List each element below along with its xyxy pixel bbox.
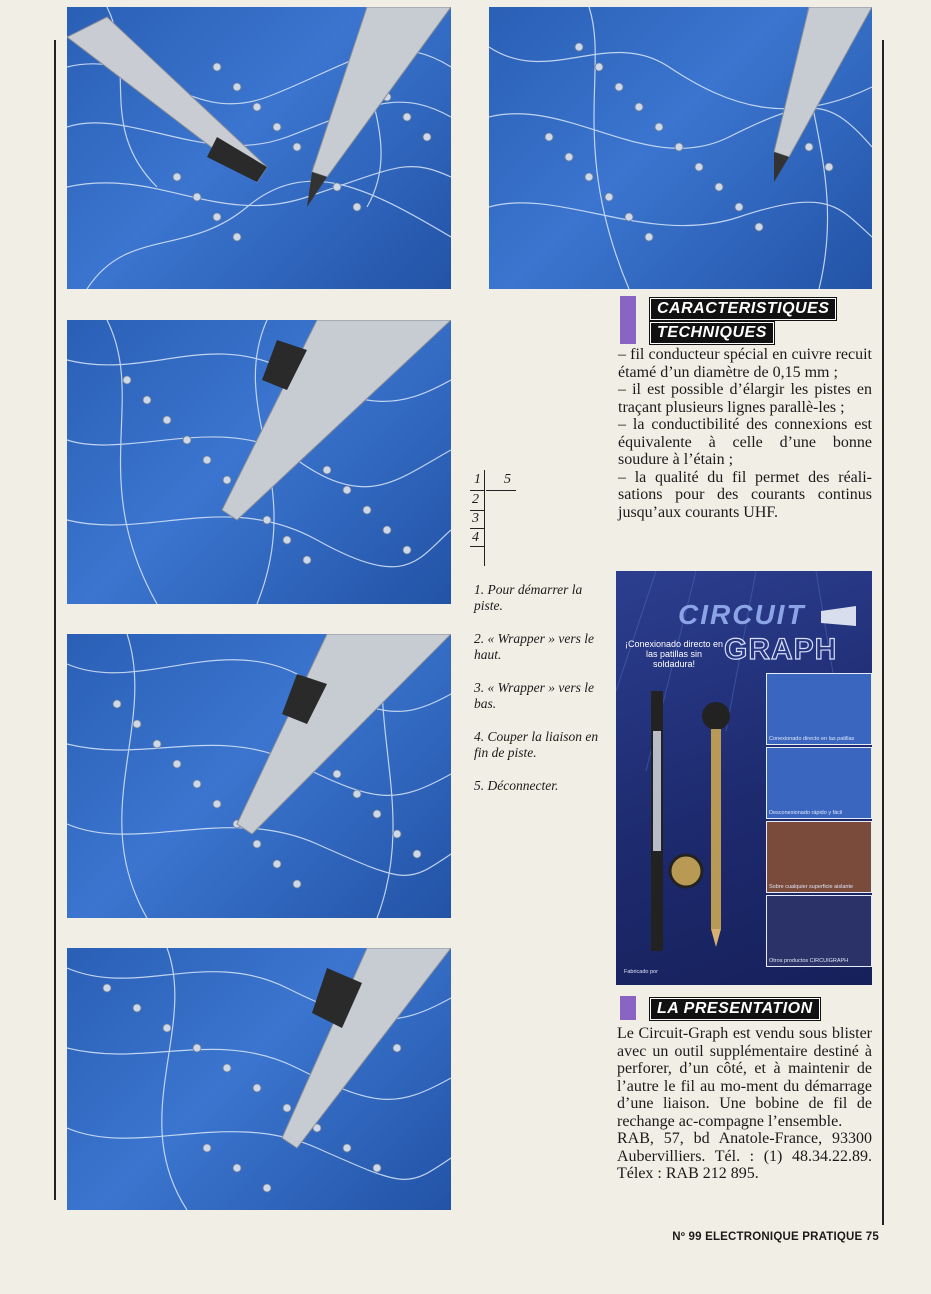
- legend-number-4: 4: [472, 530, 479, 545]
- photo-5-disconnect: [489, 7, 872, 289]
- legend-rule-3: [470, 528, 484, 529]
- product-logo-bottom: GRAPH: [724, 633, 838, 666]
- technical-heading-line2: TECHNIQUES: [650, 322, 774, 344]
- page-footer: Nº 99 ELECTRONIQUE PRATIQUE 75: [672, 1231, 879, 1243]
- technical-heading-line1: CARACTERISTIQUES: [650, 298, 836, 320]
- presentation-heading-label: LA PRESENTATION: [650, 998, 820, 1020]
- presentation-text: [617, 1025, 872, 1183]
- left-margin-rule: [54, 40, 56, 1200]
- photo-legend: [468, 470, 528, 570]
- heading-accent-block: [620, 296, 636, 344]
- technical-item-2: – il est possible d’élargir les pistes en traçant plusieurs lignes parallè-les ;: [618, 381, 872, 416]
- legend-rule-1: [470, 490, 484, 491]
- product-panel-3-text: Sobre cualquier superficie aislante: [769, 884, 854, 890]
- right-margin-rule: [882, 40, 884, 1225]
- photo-captions: [474, 582, 600, 811]
- technical-heading: [620, 296, 860, 344]
- legend-rule-4: [470, 546, 484, 547]
- caption-2: 2. « Wrapper » vers le haut.: [474, 631, 594, 662]
- technical-item-1: – fil conducteur spécial en cuivre recuit étamé d’un diamètre de 0,15 mm ;: [618, 346, 872, 381]
- legend-number-1: 1: [474, 472, 481, 487]
- legend-number-5: 5: [504, 472, 511, 487]
- product-maker-text: Fabricado por: [624, 969, 658, 975]
- caption-5: 5. Déconnecter.: [474, 778, 559, 793]
- photo-2-wrap-up: [67, 320, 451, 604]
- photo-4-cut-link: [67, 948, 451, 1210]
- product-panel-1: [766, 673, 872, 745]
- presentation-paragraph: Le Circuit-Graph est vendu sous blister avec un outil supplémentaire destiné à perforer, d’un côté, et à maintenir de l’autre le fil au mo-ment du démarrage d’une liaison. Une bobine de fil de rechange ac-compagne l’ensemble.: [617, 1025, 872, 1130]
- caption-4: 4. Couper la liaison en fin de piste.: [474, 729, 599, 760]
- product-panel-4-text: Otros productos CIRCUIGRAPH: [769, 958, 849, 964]
- legend-number-3: 3: [472, 511, 479, 526]
- legend-number-2: 2: [472, 492, 479, 507]
- photo-3-wrap-down: [67, 634, 451, 918]
- product-panel-4: [766, 895, 872, 967]
- product-blister-image: [616, 571, 872, 985]
- caption-1: 1. Pour démarrer la piste.: [474, 582, 583, 613]
- legend-vertical-rule: [484, 470, 485, 566]
- product-tagline: ¡Conexionado directo en las patillas sin soldadura!: [624, 639, 724, 669]
- product-panel-2-text: Desconexionado rápido y fácil: [769, 810, 843, 816]
- heading-accent-block-2: [620, 996, 636, 1020]
- product-logo-top: CIRCUIT: [678, 599, 806, 630]
- supplier-address: RAB, 57, bd Anatole-France, 93300 Aubervilliers. Tél. : (1) 48.34.22.89. Télex : RAB 212 895.: [617, 1130, 872, 1182]
- legend-rule-5: [486, 490, 516, 491]
- caption-3: 3. « Wrapper » vers le bas.: [474, 680, 594, 711]
- technical-item-3: – la conductibilité des connexions est équivalente à celle d’une bonne soudure à l’étain ;: [618, 416, 872, 468]
- product-panel-3: [766, 821, 872, 893]
- technical-text: [618, 346, 872, 521]
- presentation-heading: [620, 996, 840, 1020]
- product-panel-1-text: Conexionado directo en las patillas: [769, 736, 855, 742]
- photo-1-start-track: [67, 7, 451, 289]
- product-panel-2: [766, 747, 872, 819]
- technical-item-4: – la qualité du fil permet des réali-sations pour des courants continus jusqu’aux courants UHF.: [618, 468, 872, 521]
